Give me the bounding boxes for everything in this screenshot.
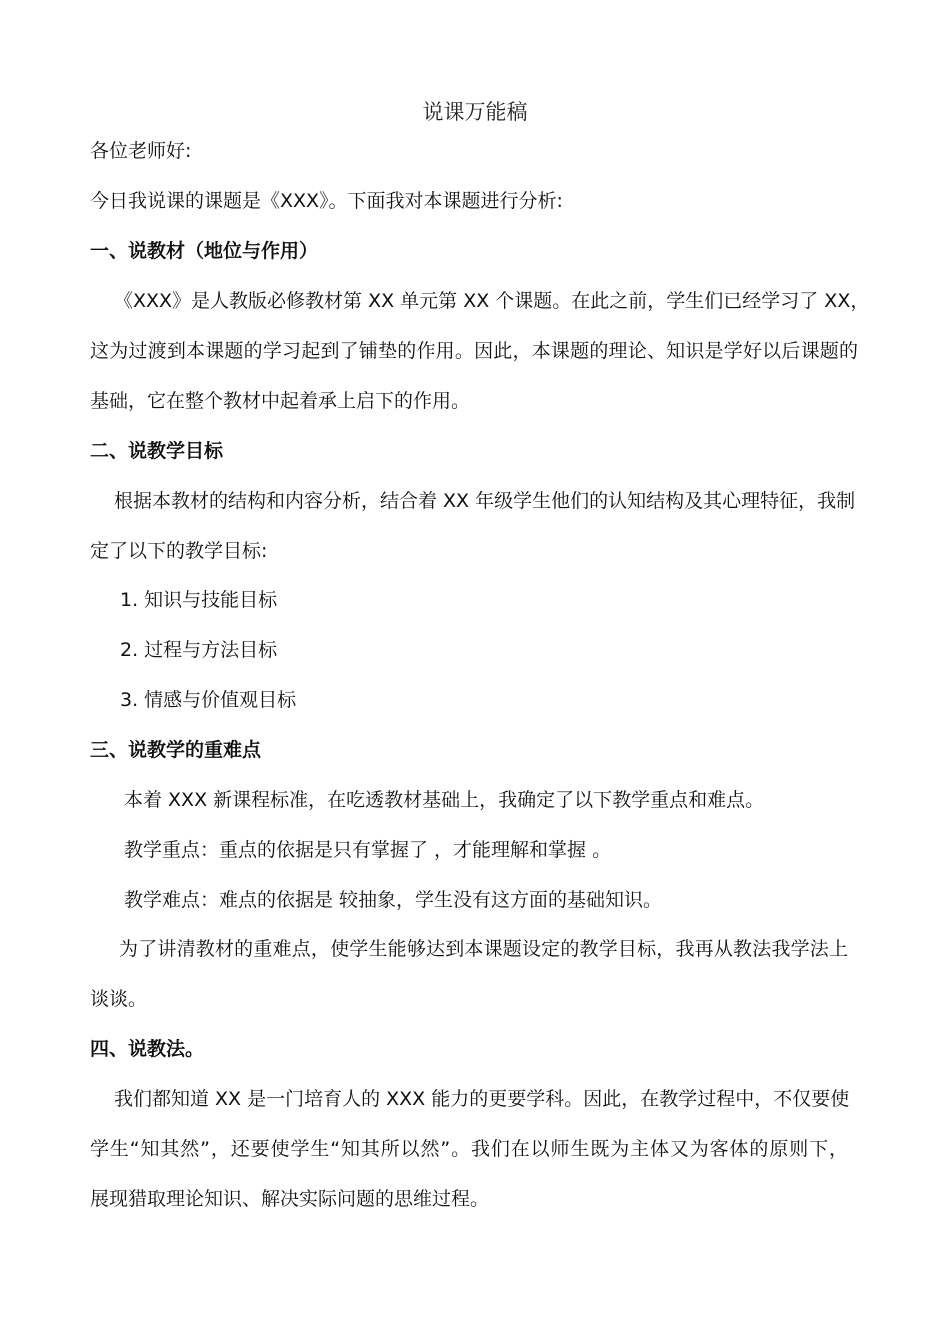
paragraph-line: 定了以下的教学目标: [90,540,268,562]
list-item: 3. 情感与价值观目标 [120,689,297,711]
difficult-point-line: 教学难点：难点的依据是 较抽象，学生没有这方面的基础知识。 [124,889,663,911]
paragraph-line: 谈谈。 [90,988,148,1010]
paragraph-line: 这为过渡到本课题的学习起到了铺垫的作用。因此，本课题的理论、知识是学好以后课题的 [90,340,858,362]
paragraph-line: 根据本教材的结构和内容分析，结合着 XX 年级学生他们的认知结构及其心理特征，我制 [114,490,856,512]
paragraph-line: 为了讲清教材的重难点，使学生能够达到本课题设定的教学目标，我再从教法我学法上 [119,938,848,960]
list-item: 2. 过程与方法目标 [120,639,278,661]
section-heading-teaching-method: 四、说教法。 [90,1038,205,1060]
list-item: 1. 知识与技能目标 [120,589,278,611]
intro-line: 今日我说课的课题是《XXX》。下面我对本课题进行分析: [90,190,563,212]
paragraph-line: 《XXX》是人教版必修教材第 XX 单元第 XX 个课题。在此之前，学生们已经学习了 XX， [114,290,870,312]
paragraph-line: 我们都知道 XX 是一门培育人的 XXX 能力的更要学科。因此，在教学过程中，不仅要使 [114,1088,850,1110]
section-heading-textbook: 一、说教材（地位与作用） [90,240,319,262]
key-point-line: 教学重点：重点的依据是只有掌握了 ，才能理解和掌握 。 [124,839,612,861]
document-title: 说课万能稿 [422,100,528,124]
paragraph-line: 基础，它在整个教材中起着承上启下的作用。 [90,390,471,412]
paragraph-line: 展现猎取理论知识、解决实际问题的思维过程。 [90,1188,490,1210]
paragraph-line: 学生“知其然”，还要使学生“知其所以然”。我们在以师生既为主体又为客体的原则下， [90,1138,848,1160]
paragraph-line: 本着 XXX 新课程标准，在吃透教材基础上，我确定了以下教学重点和难点。 [124,789,765,811]
section-heading-key-points: 三、说教学的重难点 [90,739,262,761]
greeting: 各位老师好: [90,140,192,162]
section-heading-teaching-goals: 二、说教学目标 [90,440,224,462]
